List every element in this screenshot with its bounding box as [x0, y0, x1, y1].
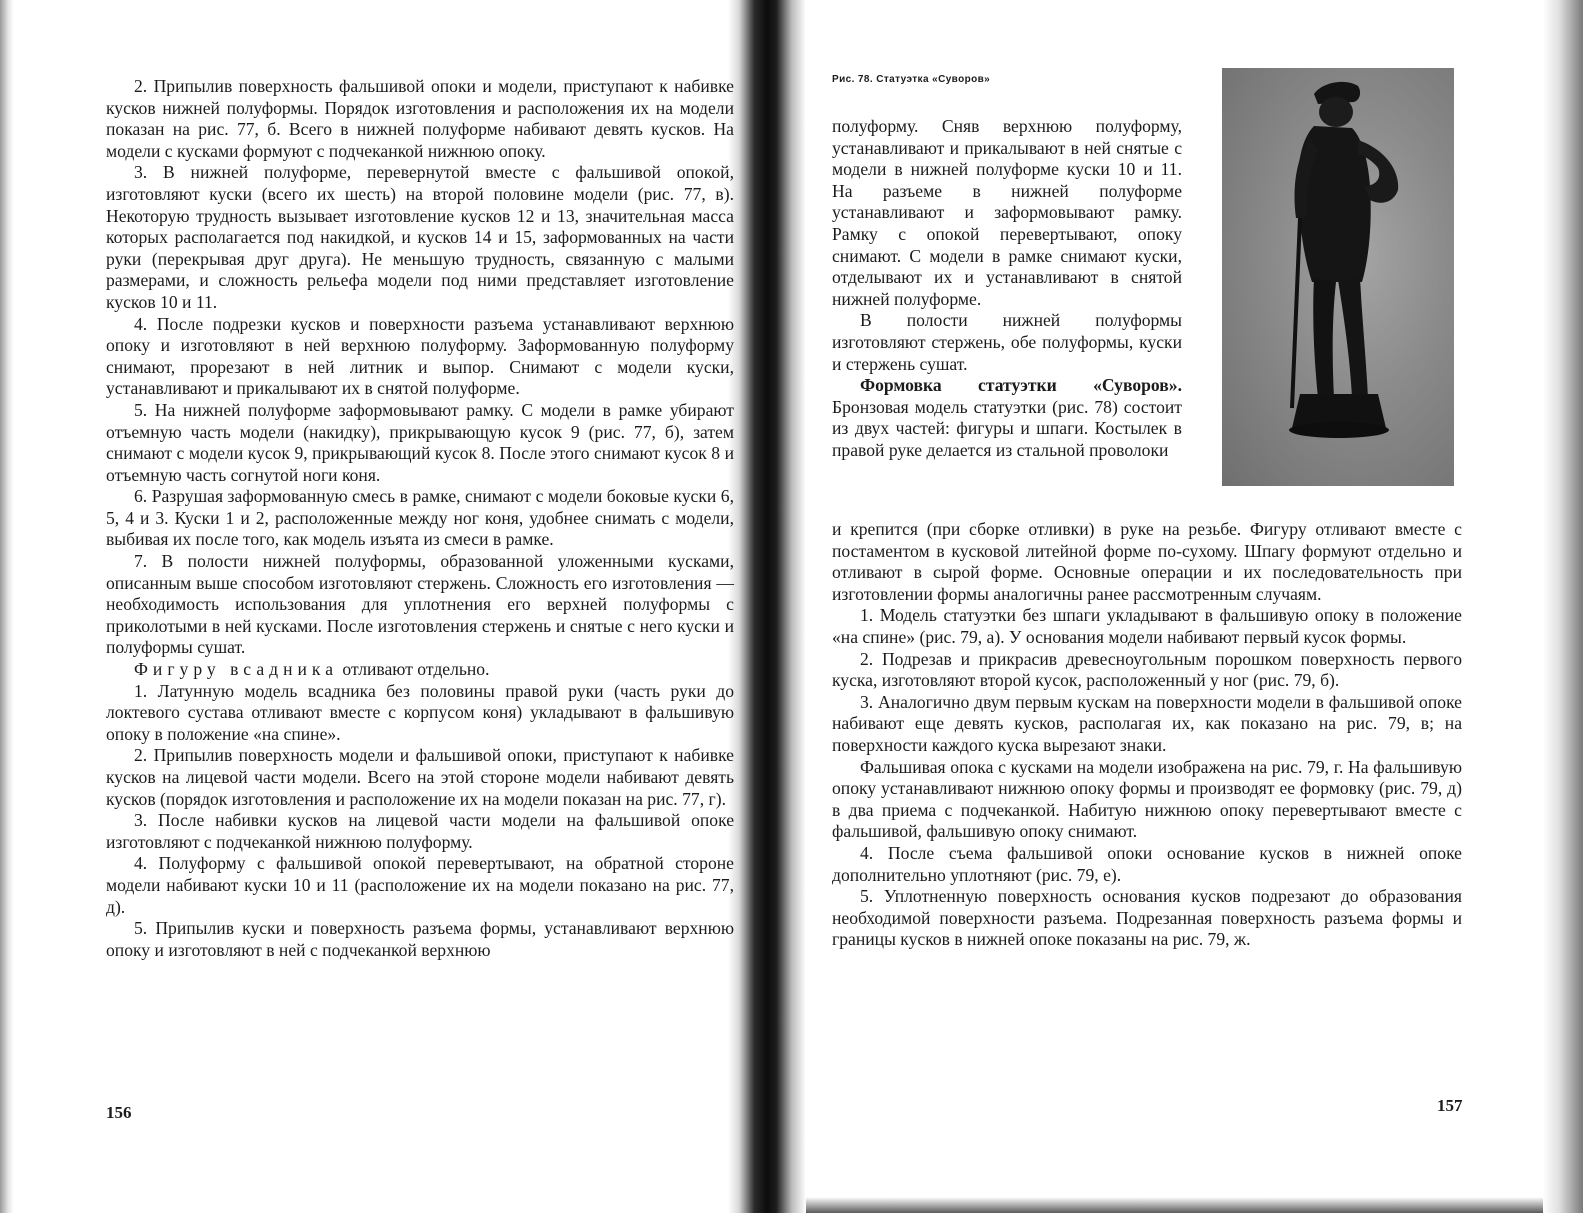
paragraph: 1. Модель статуэтки без шпаги укладывают в фальшивую опоку в положение «на спине» (рис. 79, а). У основания модели набивают первый кусок формы. [832, 605, 1462, 647]
paragraph: 3. Аналогично двум первым кускам на поверхности модели в фальшивой опоке набивают еще девять кусков, располагая их, как показано на рис. 79, в; на поверхности каждого куска вырезают знаки. [832, 691, 1462, 755]
page-edge-bottom [806, 1197, 1543, 1213]
section-heading [832, 375, 1182, 461]
section-subheading [106, 659, 734, 681]
page-edge-left [0, 0, 14, 1213]
heading-rest: отливают отдельно. [338, 659, 490, 680]
paragraph: 4. Полуформу с фальшивой опокой перевертывают, на обратной стороне модели набивают куски 10 и 11 (расположение их на модели показано на рис. 77, д). [106, 853, 734, 917]
paragraph: Фальшивая опока с кусками на модели изображена на рис. 79, г. На фальшивую опоку устанавливают нижнюю опоку формы и производят ее формовку (рис. 79, д) в два приема с подчеканкой. Набитую нижнюю опоку перевертывают вместе с фальшивой, фальшивую опоку снимают. [832, 756, 1462, 842]
spaced-heading: Фигуру всадника [134, 659, 338, 680]
left-page [106, 76, 734, 961]
page-edge-right [1543, 0, 1583, 1213]
paragraph: 2. Припылив поверхность фальшивой опоки и модели, приступают к набивке кусков нижней полуформы. Порядок изготовления и расположения их на модели показан на рис. 77, б. Всего в нижней полуформе набивают девять кусков. На модели с кусками формуют с подчеканкой нижнюю опоку. [106, 76, 734, 161]
statuette-photo [1222, 68, 1454, 486]
paragraph: 3. В нижней полуформе, перевернутой вместе с фальшивой опокой, изготовляют куски (всего их шесть) на второй половине модели (рис. 77, в). Некоторую трудность вызывает изготовление кусков 12 и 13, значительная масса которых располагается под накидкой, и кусков 14 и 15, заформованных на части руки (перекрывая друг друга). Не меньшую трудность, связанную с малыми размерами, и сложность рельефа модели под ними представляет изготовление кусков 10 и 11. [106, 162, 734, 312]
paragraph: 2. Припылив поверхность модели и фальшивой опоки, приступают к набивке кусков на лицевой части модели. Всего на этой стороне модели набивают девять кусков (порядок изготовления и расположение их на модели показан на рис. 77, г). [106, 745, 734, 809]
page-number-left: 156 [106, 1103, 132, 1122]
heading-bold: Формовка статуэтки «Суворов». [860, 375, 1182, 396]
right-page-top [832, 116, 1182, 462]
right-page-bottom [832, 519, 1462, 951]
page-number-right: 157 [1437, 1096, 1463, 1115]
book-gutter [728, 0, 806, 1213]
paragraph: и крепится (при сборке отливки) в руке на резьбе. Фигуру отливают вместе с постаментом в кусковой литейной форме по-сухому. Шпагу формуют отдельно и отливают в сырой форме. Основные операции и их последовательность при изготовлении формы аналогичны ранее рассмотренным случаям. [832, 519, 1462, 604]
paragraph: 7. В полости нижней полуформы, образованной уложенными кусками, описанным выше способом изготовляют стержень. Сложность его изготовления — необходимость использования для уплотнения его верхней полуформы с приколотыми в ней кусками. После изготовления стержень и снятые с него куски и полуформы сушат. [106, 551, 734, 658]
paragraph: 2. Подрезав и прикрасив древесноугольным порошком поверхность первого куска, изготовляют второй кусок, расположенный у ног (рис. 79, б). [832, 648, 1462, 691]
paragraph: В полости нижней полуформы изготовляют стержень, обе полуформы, куски и стержень сушат. [832, 310, 1182, 374]
paragraph: 1. Латунную модель всадника без половины правой руки (часть руки до локтевого сустава отливают вместе с корпусом коня) укладывают в фальшивую опоку в положение «на спине». [106, 680, 734, 744]
paragraph: 4. После подрезки кусков и поверхности разъема устанавливают верхнюю опоку и изготовляют в ней верхнюю полуформу. Заформованную полуформу снимают, прорезают в ней литник и выпор. Снимают с модели куски, устанавливают и прикалывают их в снятой полуформе. [106, 313, 734, 399]
paragraph: 6. Разрушая заформованную смесь в рамке, снимают с модели боковые куски 6, 5, 4 и 3. Куски 1 и 2, расположенные между ног коня, удобнее снимать с модели, выбивая их после того, как модель изъята из смеси в рамке. [106, 486, 734, 550]
paragraph: 5. Припылив куски и поверхность разъема формы, устанавливают верхнюю опоку и изготовляют в ней с подчеканкой верхнюю [106, 918, 734, 960]
paragraph: 5. На нижней полуформе заформовывают рамку. С модели в рамке убирают отъемную часть модели (накидку), прикрывающую кусок 9 (рис. 77, б), затем снимают с модели кусок 9, прикрывающий кусок 8. После этого снимают кусок 8 и отъемную часть согнутой ноги коня. [106, 399, 734, 485]
heading-rest: Бронзовая модель статуэтки (рис. 78) состоит из двух частей: фигуры и шпаги. Костылек в правой руке делается из стальной проволоки [832, 396, 1182, 460]
paragraph: 3. После набивки кусков на лицевой части модели на фальшивой опоке изготовляют с подчеканкой нижнюю полуформу. [106, 810, 734, 852]
statuette-figure-icon [1222, 68, 1454, 486]
paragraph: полуформу. Сняв верхнюю полуформу, устанавливают и прикалывают в ней снятые с модели в нижней полуформе куски 10 и 11. На разъеме в нижней полуформе устанавливают и заформовывают рамку. Рамку с опокой перевертывают, опоку снимают. С модели в рамке снимают куски, отделывают их и устанавливают в снятой нижней полуформе. [832, 116, 1182, 309]
paragraph: 4. После съема фальшивой опоки основание кусков в нижней опоке дополнительно уплотняют (рис. 79, е). [832, 842, 1462, 885]
figure-caption: Рис. 78. Статуэтка «Суворов» [832, 74, 991, 85]
paragraph: 5. Уплотненную поверхность основания кусков подрезают до образования необходимой поверхности разъема. Подрезанная поверхность разъема формы и границы кусков в нижней опоке показаны на рис. 79, ж. [832, 886, 1462, 950]
